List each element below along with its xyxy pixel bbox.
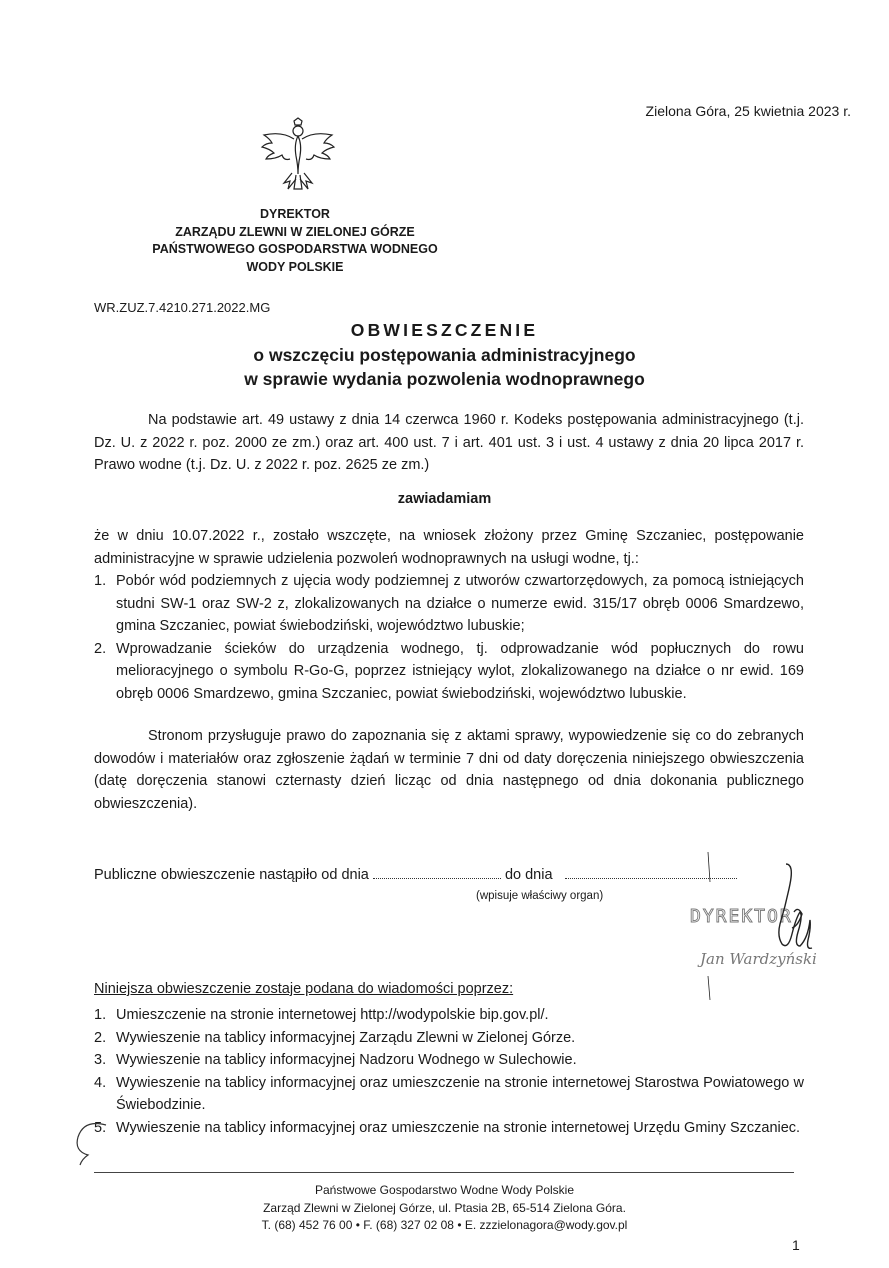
- list-item: [94, 1117, 804, 1140]
- list-item-number: 1.: [94, 573, 107, 589]
- footer-divider: [94, 1172, 794, 1173]
- list-item-text: Pobór wód podziemnych z ujęcia wody podziemnej z utworów czwartorzędowych, za pomocą istniejących studni SW-1 oraz SW-2 z, zlokalizowanych na działce o numerze ewid. 315/17 obręb 0006 Smardzewo, gmina Szczaniec, powiat świebodziński, województwo lubuskie;: [116, 573, 804, 634]
- list-item-number: 3.: [94, 1052, 107, 1068]
- intro-paragraph: że w dniu 10.07.2022 r., zostało wszczęte, na wniosek złożony przez Gminę Szczaniec, postępowanie administracyjne w sprawie udzielenia pozwoleń wodnoprawnych na usługi wodne, tj.:: [94, 528, 804, 567]
- issuer-line: PAŃSTWOWEGO GOSPODARSTWA WODNEGO: [152, 242, 438, 256]
- list-item: [94, 1049, 804, 1072]
- reference-number: WR.ZUZ.7.4210.271.2022.MG: [94, 300, 271, 315]
- list-item: [94, 570, 804, 638]
- footer-block: [0, 1182, 889, 1235]
- publication-from-label: Publiczne obwieszczenie nastąpiło od dnia: [94, 867, 369, 883]
- title-main: OBWIESZCZENIE: [350, 320, 539, 340]
- issuer-block: [140, 206, 450, 276]
- notice-heading: Niniejsza obwieszczenie zostaje podana do wiadomości poprzez:: [94, 981, 514, 997]
- svg-text:DYREKTOR: DYREKTOR: [690, 906, 793, 927]
- document-title: [0, 318, 889, 391]
- page-number: 1: [792, 1237, 800, 1253]
- list-item-number: 1.: [94, 1007, 107, 1023]
- publication-line: [94, 866, 737, 883]
- list-item-text: Umieszczenie na stronie internetowej http://wodypolskie bip.gov.pl/.: [116, 1007, 549, 1023]
- publication-to-label: do dnia: [504, 867, 553, 883]
- document-date: Zielona Góra, 25 kwietnia 2023 r.: [645, 103, 851, 119]
- director-signature-stamp: [688, 852, 828, 1002]
- list-item: [94, 1004, 804, 1027]
- svg-text:Jan Wardzyński: Jan Wardzyński: [700, 950, 817, 968]
- list-item: [94, 1027, 804, 1050]
- issuer-line: WODY POLSKIE: [246, 259, 344, 274]
- footer-line: T. (68) 452 76 00 • F. (68) 327 02 08 • E. zzzielonagora@wody.gov.pl: [261, 1218, 628, 1232]
- issuer-line: ZARZĄDU ZLEWNI W ZIELONEJ GÓRZE: [175, 224, 415, 239]
- list-item: [94, 1072, 804, 1117]
- list-item: [94, 638, 804, 706]
- list-item-text: Wprowadzanie ścieków do urządzenia wodnego, tj. odprowadzanie wód popłucznych do rowu melioracyjnego o symbolu R-Go-G, poprzez istniejący wylot, zlokalizowanego na działce o nr ewid. 169 obręb 0006 Smardzewo, gmina Szczaniec, powiat świebodziński, województwo lubuskie.: [116, 640, 804, 702]
- footer-line: Państwowe Gospodarstwo Wodne Wody Polskie: [314, 1183, 575, 1197]
- rights-paragraph: Stronom przysługuje prawo do zapoznania się z aktami sprawy, wypowiedzenie się co do zebranych dowodów i materiałów oraz zgłoszenie żądań w terminie 7 dni od daty doręczenia niniejszego obwieszczenia (datę doręczenia stanowi czternasty dzień licząc od dnia następnego od dnia dokonania publicznego obwieszczenia).: [94, 728, 804, 812]
- footer-line: Zarząd Zlewni w Zielonej Górze, ul. Ptasia 2B, 65-514 Zielona Góra.: [263, 1200, 626, 1215]
- list-item-number: 4.: [94, 1074, 107, 1091]
- list-item-number: 2.: [94, 1029, 107, 1046]
- title-subline: w sprawie wydania pozwolenia wodnoprawnego: [244, 369, 645, 389]
- handwritten-circle-mark: [72, 1119, 120, 1167]
- water-services-list: [94, 570, 804, 705]
- list-item-text: Wywieszenie na tablicy informacyjnej oraz umieszczenie na stronie internetowej Urzędu Gminy Szczaniec.: [116, 1119, 801, 1136]
- announce-word: zawiadamiam: [397, 491, 492, 507]
- list-item-number: 2.: [94, 640, 107, 657]
- list-item-text: Wywieszenie na tablicy informacyjnej Nadzoru Wodnego w Sulechowie.: [116, 1052, 577, 1068]
- polish-eagle-emblem-icon: [258, 117, 338, 193]
- legal-basis-paragraph: Na podstawie art. 49 ustawy z dnia 14 czerwca 1960 r. Kodeks postępowania administracyjnego (t.j. Dz. U. z 2022 r. poz. 2000 ze zm.) oraz art. 400 ust. 7 i art. 401 ust. 3 i ust. 4 ustawy z dnia 20 lipca 2017 r. Prawo wodne (t.j. Dz. U. z 2022 r. poz. 2625 ze zm.): [94, 412, 804, 473]
- notice-list: [94, 1004, 804, 1139]
- list-item-text: Wywieszenie na tablicy informacyjnej oraz umieszczenie na stronie internetowej Starostwa Powiatowego w Świebodzinie.: [116, 1074, 804, 1113]
- publication-from-field[interactable]: [373, 866, 501, 879]
- publication-note: (wpisuje właściwy organ): [476, 890, 604, 902]
- list-item-number: 5.: [94, 1119, 107, 1136]
- title-subline: o wszczęciu postępowania administracyjnego: [253, 345, 636, 365]
- list-item-text: Wywieszenie na tablicy informacyjnej Zarządu Zlewni w Zielonej Górze.: [116, 1029, 576, 1046]
- issuer-line: DYREKTOR: [260, 207, 330, 221]
